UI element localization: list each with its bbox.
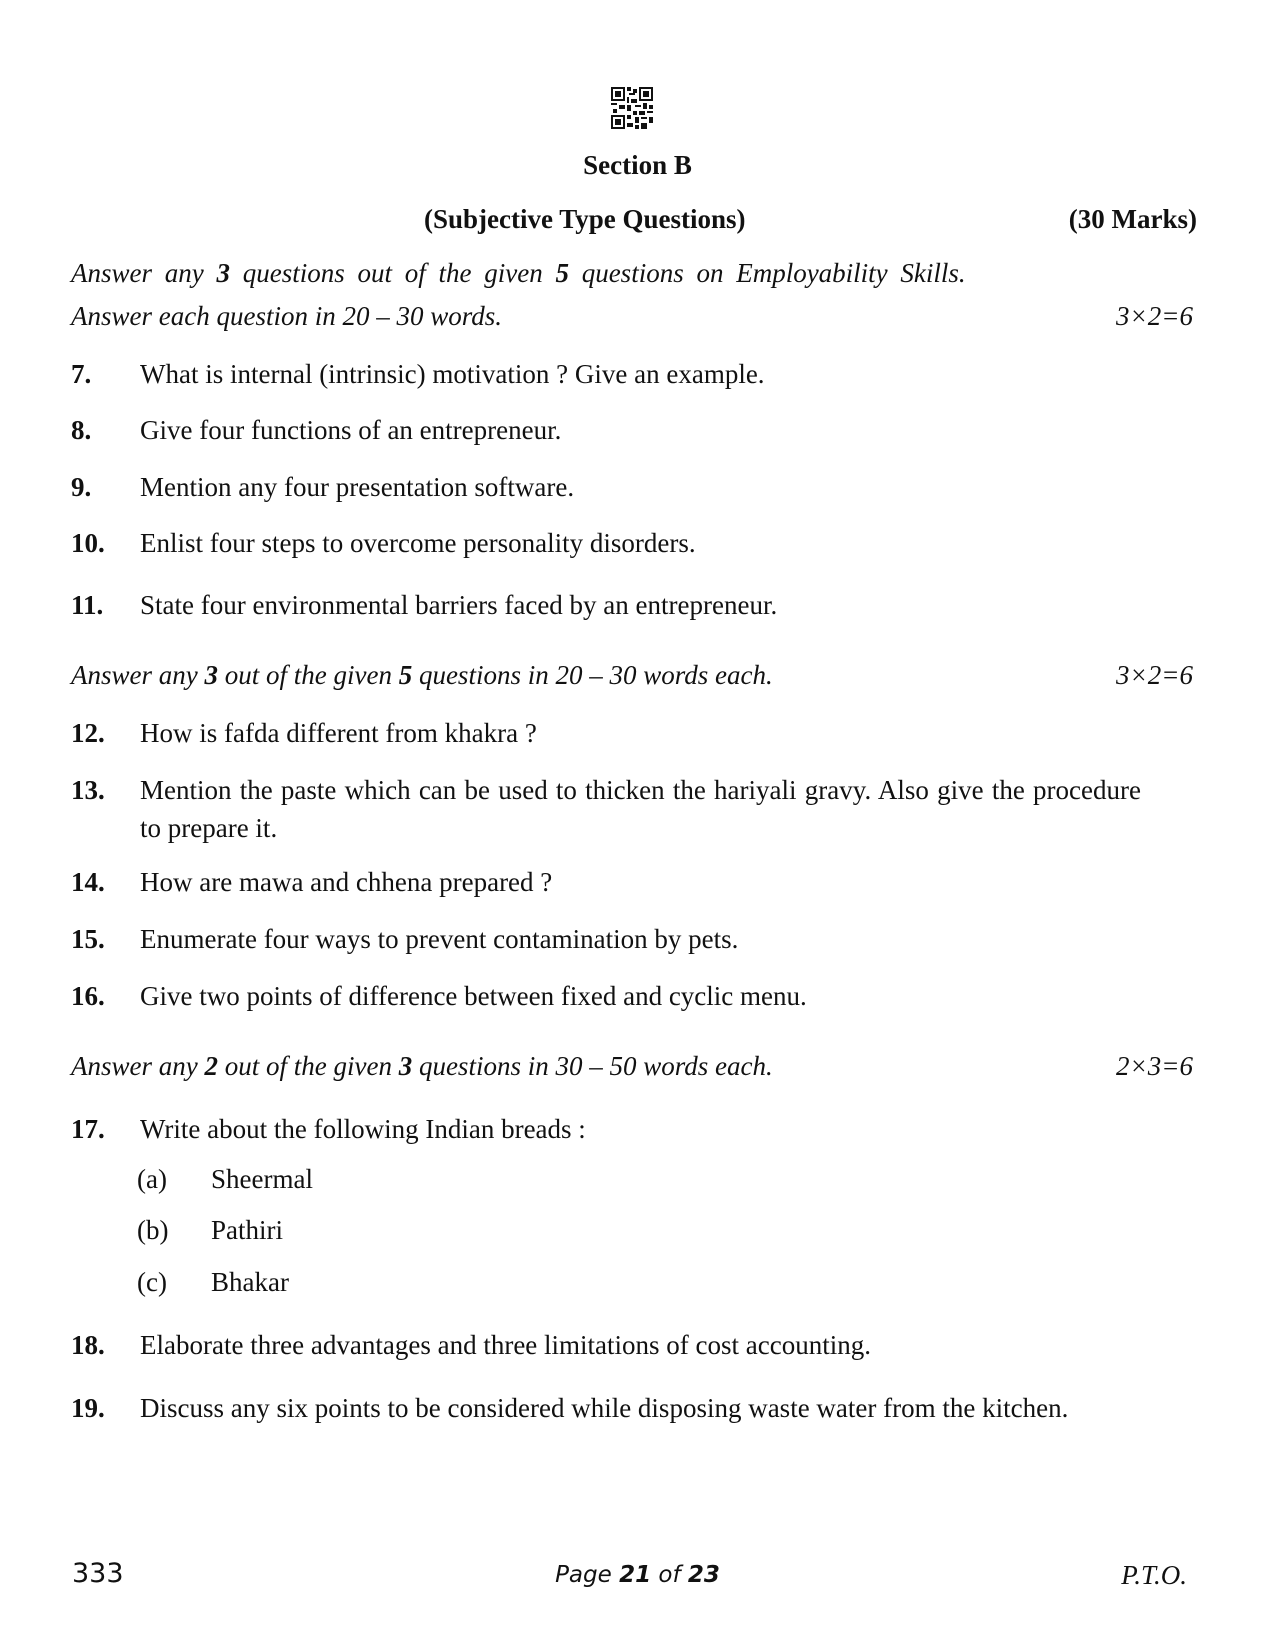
section-subtitle: (Subjective Type Questions): [424, 204, 746, 234]
question-number: 9.: [71, 472, 92, 502]
question-13: [71, 771, 1141, 847]
question-text: Give four functions of an entrepreneur.: [140, 415, 562, 445]
section-marks: (30 Marks): [1068, 204, 1197, 234]
subpart-text: Pathiri: [211, 1215, 283, 1245]
question-text: Discuss any six points to be considered while disposing waste water from the kitchen.: [140, 1393, 1069, 1423]
question-15: [71, 920, 1141, 958]
question-number: 7.: [71, 359, 92, 389]
question-number: 11.: [71, 590, 104, 620]
question-number: 18.: [71, 1330, 105, 1360]
question-text: How is fafda different from khakra ?: [140, 718, 537, 748]
score-label: 3×2=6: [1116, 301, 1193, 331]
section-title: Section B: [583, 150, 692, 180]
score-label: 3×2=6: [1116, 660, 1193, 690]
question-number: 15.: [71, 924, 105, 954]
question-17: [71, 1110, 1141, 1148]
question-text: Mention the paste which can be used to thicken the hariyali gravy. Also give the procedure to prepare it.: [140, 775, 1141, 843]
question-12: [71, 714, 1141, 752]
score-label: 2×3=6: [1116, 1051, 1193, 1081]
question-10: [71, 524, 1141, 562]
question-7: [71, 355, 1141, 393]
question-text: What is internal (intrinsic) motivation ? Give an example.: [140, 359, 765, 389]
instruction-block-3: Answer any 2 out of the given 3 questions in 30 – 50 words each. 2×3=6: [71, 1051, 1193, 1081]
question-text: Enumerate four ways to prevent contamination by pets.: [140, 924, 739, 954]
question-number: 10.: [71, 528, 105, 558]
subpart-text: Bhakar: [211, 1267, 289, 1297]
question-8: [71, 411, 1141, 449]
pto-label: P.T.O.: [1121, 1560, 1187, 1590]
question-11: [71, 586, 1141, 624]
question-text: How are mawa and chhena prepared ?: [140, 867, 553, 897]
question-18: [71, 1326, 1141, 1364]
question-text: State four environmental barriers faced by an entrepreneur.: [140, 590, 778, 620]
question-number: 8.: [71, 415, 92, 445]
paper-code: 333: [72, 1558, 124, 1589]
question-number: 16.: [71, 981, 105, 1011]
page-number: Page 21 of 23: [555, 1562, 720, 1588]
subpart-text: Sheermal: [211, 1164, 313, 1194]
question-14: [71, 863, 1141, 901]
question-19: [71, 1388, 1141, 1428]
question-text: Elaborate three advantages and three limitations of cost accounting.: [140, 1330, 871, 1360]
question-16: [71, 977, 1141, 1015]
question-number: 17.: [71, 1114, 105, 1144]
question-number: 14.: [71, 867, 105, 897]
qr-code-icon: [611, 87, 653, 129]
question-text: Mention any four presentation software.: [140, 472, 575, 502]
subpart-label: (c): [137, 1267, 167, 1297]
instruction-block-2: Answer any 3 out of the given 5 questions in 20 – 30 words each. 3×2=6: [71, 660, 1193, 690]
instruction-block-1-line2: Answer each question in 20 – 30 words. 3×2=6: [71, 301, 1193, 331]
question-9: [71, 468, 1141, 506]
question-text: Write about the following Indian breads :: [140, 1114, 586, 1144]
question-number: 19.: [71, 1393, 105, 1423]
question-text: Give two points of difference between fixed and cyclic menu.: [140, 981, 807, 1011]
question-number: 13.: [71, 775, 105, 805]
instruction-block-1: Answer any 3 questions out of the given 5 questions on Employability Skills.: [71, 258, 966, 288]
subpart-label: (b): [137, 1215, 169, 1245]
question-text: Enlist four steps to overcome personality disorders.: [140, 528, 696, 558]
subpart-label: (a): [137, 1164, 167, 1194]
question-number: 12.: [71, 718, 105, 748]
